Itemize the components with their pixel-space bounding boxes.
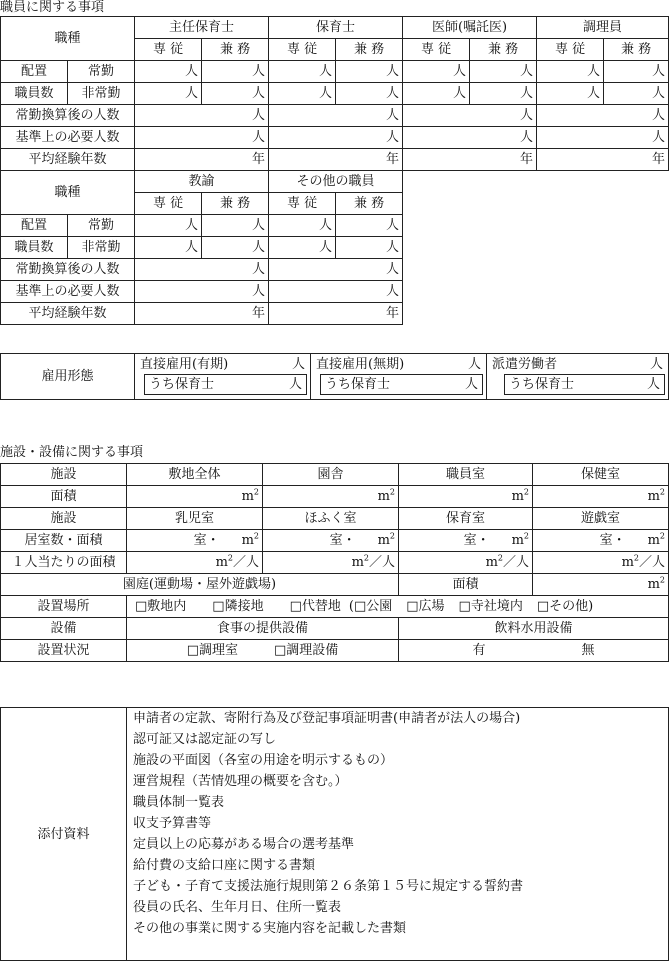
doc-item: 職員体制一覧表 xyxy=(133,795,225,810)
doc-item: 収支予算書等 xyxy=(133,816,212,831)
shokuinsu-label: 職員数 xyxy=(1,83,68,105)
role-header: 医師(嘱託医) xyxy=(403,17,537,39)
count-field[interactable]: 人 xyxy=(202,215,269,237)
setsubi-label: 設備 xyxy=(1,618,127,640)
employment-table xyxy=(0,353,669,400)
basho-label: 設置場所 xyxy=(1,596,127,618)
checkbox-option[interactable]: □敷地内 xyxy=(135,599,187,614)
staff-table xyxy=(0,16,669,325)
per-child-area-field[interactable]: $m^2/$人 xyxy=(127,552,263,574)
koyo-haken-cell xyxy=(487,354,669,400)
hitori-label: １人当たりの面積 xyxy=(1,552,127,574)
years-field[interactable]: 年 xyxy=(403,149,537,171)
kenmu-label: 兼 務 xyxy=(202,193,269,215)
count-field[interactable]: 人 xyxy=(269,127,403,149)
kenmu-label: 兼 務 xyxy=(604,39,669,61)
koyo-muki-cell xyxy=(311,354,487,400)
count-field[interactable]: 人 xyxy=(202,83,269,105)
facility-name: 保健室 xyxy=(533,464,669,486)
count-field[interactable]: 人 xyxy=(403,127,537,149)
checkbox-option[interactable]: □寺社境内 xyxy=(458,599,523,614)
role-header: 教諭 xyxy=(135,171,269,193)
senju-label: 専 従 xyxy=(269,193,336,215)
senju-label: 専 従 xyxy=(135,193,202,215)
count-field[interactable]: 人 xyxy=(288,377,302,392)
count-field[interactable]: 人 xyxy=(269,237,336,259)
checkbox-option[interactable]: (□公園 xyxy=(348,599,393,614)
entei-menseki-label: 面積 xyxy=(399,574,533,596)
koyo-label: 雇用形態 xyxy=(1,354,135,400)
count-field[interactable]: 人 xyxy=(291,357,305,372)
count-field[interactable]: 人 xyxy=(336,61,403,83)
chori-options xyxy=(127,640,399,662)
koyo-yuki-label: 直接雇用(有期) xyxy=(140,357,229,372)
section-title-facility: 施設・設備に関する事項 xyxy=(0,445,144,460)
doc-item: 役員の氏名、生年月日、住所一覧表 xyxy=(133,900,342,915)
heikin-label: 平均経験年数 xyxy=(1,303,135,325)
doc-item: 給付費の支給口座に関する書類 xyxy=(133,858,316,873)
role-header: その他の職員 xyxy=(269,171,403,193)
count-field[interactable]: 人 xyxy=(464,377,478,392)
facility-table xyxy=(0,463,669,662)
shisetsu-label: 施設 xyxy=(1,508,127,530)
hijokin-label: 非常勤 xyxy=(68,237,135,259)
shokuji-label: 食事の提供設備 xyxy=(127,618,399,640)
doc-item: その他の事業に関する実施内容を記載した書類 xyxy=(133,921,407,936)
count-field[interactable]: 人 xyxy=(269,259,403,281)
count-field[interactable]: 人 xyxy=(135,105,269,127)
role-header: 保育士 xyxy=(269,17,403,39)
count-field[interactable]: 人 xyxy=(646,377,660,392)
kyoshitsu-label: 居室数・面積 xyxy=(1,530,127,552)
kenmu-label: 兼 務 xyxy=(336,39,403,61)
senju-label: 専 従 xyxy=(403,39,470,61)
attachments-table xyxy=(0,707,669,961)
hijokin-label: 非常勤 xyxy=(68,83,135,105)
jokin-kansan-label: 常勤換算後の人数 xyxy=(1,105,135,127)
tenpu-label: 添付資料 xyxy=(1,708,127,961)
count-field[interactable]: 人 xyxy=(537,61,604,83)
count-field[interactable]: 人 xyxy=(470,83,537,105)
per-child-area-field[interactable]: $m^2/$人 xyxy=(263,552,399,574)
kijun-label: 基準上の必要人数 xyxy=(1,127,135,149)
area-field[interactable]: $m^2$ xyxy=(533,486,669,508)
sub-label: うち保育士 xyxy=(149,377,215,392)
haichi-label: 配置 xyxy=(1,215,68,237)
koyo-haken-label: 派遣労働者 xyxy=(492,357,558,372)
checkbox-option[interactable]: □広場 xyxy=(406,599,445,614)
count-field[interactable]: 人 xyxy=(202,61,269,83)
shisetsu-label: 施設 xyxy=(1,464,127,486)
count-field[interactable]: 人 xyxy=(336,237,403,259)
checkbox-option[interactable]: □調理室 xyxy=(186,643,238,658)
per-child-area-field[interactable]: $m^2/$人 xyxy=(399,552,533,574)
count-field[interactable]: 人 xyxy=(403,105,537,127)
rooms-area-field[interactable]: 室・ $m^2$ xyxy=(533,530,669,552)
sub-label: うち保育士 xyxy=(509,377,575,392)
count-field[interactable]: 人 xyxy=(269,281,403,303)
doc-list xyxy=(133,708,662,939)
count-field[interactable]: 人 xyxy=(269,61,336,83)
facility-name: 敷地全体 xyxy=(127,464,263,486)
area-field[interactable]: $m^2$ xyxy=(127,486,263,508)
count-field[interactable]: 人 xyxy=(336,215,403,237)
checkbox-option[interactable]: □調理設備 xyxy=(274,643,339,658)
count-field[interactable]: 人 xyxy=(604,83,669,105)
count-field[interactable]: 人 xyxy=(202,237,269,259)
years-field[interactable]: 年 xyxy=(135,149,269,171)
count-field[interactable]: 人 xyxy=(135,259,269,281)
jokin-kansan-label: 常勤換算後の人数 xyxy=(1,259,135,281)
count-field[interactable]: 人 xyxy=(467,357,481,372)
doc-item: 子ども・子育て支援法施行規則第２６条第１５号に規定する誓約書 xyxy=(133,879,524,894)
count-field[interactable]: 人 xyxy=(403,61,470,83)
checkbox-option[interactable]: □隣接地 xyxy=(212,599,264,614)
senju-label: 専 従 xyxy=(537,39,604,61)
header-shokushu: 職種 xyxy=(1,17,135,61)
menseki-label: 面積 xyxy=(1,486,127,508)
years-field[interactable]: 年 xyxy=(269,303,403,325)
kijun-label: 基準上の必要人数 xyxy=(1,281,135,303)
shokuinsu-label: 職員数 xyxy=(1,237,68,259)
facility-name: 園舎 xyxy=(263,464,399,486)
checkbox-option[interactable]: □その他) xyxy=(536,599,594,614)
count-field[interactable]: 人 xyxy=(649,357,663,372)
jokin-label: 常勤 xyxy=(68,61,135,83)
section-title-staff: 職員に関する事項 xyxy=(0,0,105,15)
count-field[interactable]: 人 xyxy=(537,83,604,105)
years-field[interactable]: 年 xyxy=(269,149,403,171)
jokyo-label: 設置状況 xyxy=(1,640,127,662)
years-field[interactable]: 年 xyxy=(537,149,669,171)
doc-item: 申請者の定款、寄附行為及び登記事項証明書(申請者が法人の場合) xyxy=(133,711,521,726)
years-field[interactable]: 年 xyxy=(135,303,269,325)
count-field[interactable]: 人 xyxy=(537,127,669,149)
kenmu-label: 兼 務 xyxy=(202,39,269,61)
count-field[interactable]: 人 xyxy=(269,105,403,127)
sub-label: うち保育士 xyxy=(325,377,391,392)
kenmu-label: 兼 務 xyxy=(336,193,403,215)
count-field[interactable]: 人 xyxy=(470,61,537,83)
count-field[interactable]: 人 xyxy=(537,105,669,127)
count-field[interactable]: 人 xyxy=(135,237,202,259)
koyo-yuki-cell xyxy=(135,354,311,400)
count-field[interactable]: 人 xyxy=(403,83,470,105)
kenmu-label: 兼 務 xyxy=(470,39,537,61)
attachments-list xyxy=(127,708,669,961)
senju-label: 専 従 xyxy=(135,39,202,61)
count-field[interactable]: 人 xyxy=(135,61,202,83)
count-field[interactable]: 人 xyxy=(135,127,269,149)
count-field[interactable]: 人 xyxy=(269,83,336,105)
facility-name: 職員室 xyxy=(399,464,533,486)
rooms-area-field[interactable]: 室・ $m^2$ xyxy=(127,530,263,552)
doc-item: 施設の平面図（各室の用途を明示するもの） xyxy=(133,753,394,768)
room-name: 乳児室 xyxy=(127,508,263,530)
header-shokushu: 職種 xyxy=(1,171,135,215)
room-name: ほふく室 xyxy=(263,508,399,530)
doc-item: 運営規程（苦情処理の概要を含む。） xyxy=(133,774,348,789)
role-header: 主任保育士 xyxy=(135,17,269,39)
room-name: 保育室 xyxy=(399,508,533,530)
area-field[interactable]: $m^2$ xyxy=(533,574,669,596)
room-name: 遊戯室 xyxy=(533,508,669,530)
rooms-area-field[interactable]: 室・ $m^2$ xyxy=(399,530,533,552)
basho-options xyxy=(127,596,669,618)
count-field[interactable]: 人 xyxy=(135,83,202,105)
count-field[interactable]: 人 xyxy=(336,83,403,105)
koyo-muki-label: 直接雇用(無期) xyxy=(316,357,405,372)
jokin-label: 常勤 xyxy=(68,215,135,237)
blank-area xyxy=(403,171,669,325)
role-header: 調理員 xyxy=(537,17,669,39)
inryo-label: 飲料水用設備 xyxy=(399,618,669,640)
doc-item: 定員以上の応募がある場合の選考基準 xyxy=(133,837,355,852)
area-field[interactable]: $m^2$ xyxy=(399,486,533,508)
senju-label: 専 従 xyxy=(269,39,336,61)
haichi-label: 配置 xyxy=(1,61,68,83)
option-ari[interactable]: 有 xyxy=(472,643,486,658)
count-field[interactable]: 人 xyxy=(604,61,669,83)
rooms-area-field[interactable]: 室・ $m^2$ xyxy=(263,530,399,552)
per-child-area-field[interactable]: $m^2/$人 xyxy=(533,552,669,574)
checkbox-option[interactable]: □代替地 xyxy=(289,599,341,614)
inryo-options xyxy=(399,640,669,662)
count-field[interactable]: 人 xyxy=(269,215,336,237)
option-nashi[interactable]: 無 xyxy=(581,643,595,658)
count-field[interactable]: 人 xyxy=(135,281,269,303)
area-field[interactable]: $m^2$ xyxy=(263,486,399,508)
doc-item: 認可証又は認定証の写し xyxy=(133,732,277,747)
heikin-label: 平均経験年数 xyxy=(1,149,135,171)
entei-label: 園庭(運動場・屋外遊戯場) xyxy=(1,574,399,596)
count-field[interactable]: 人 xyxy=(135,215,202,237)
